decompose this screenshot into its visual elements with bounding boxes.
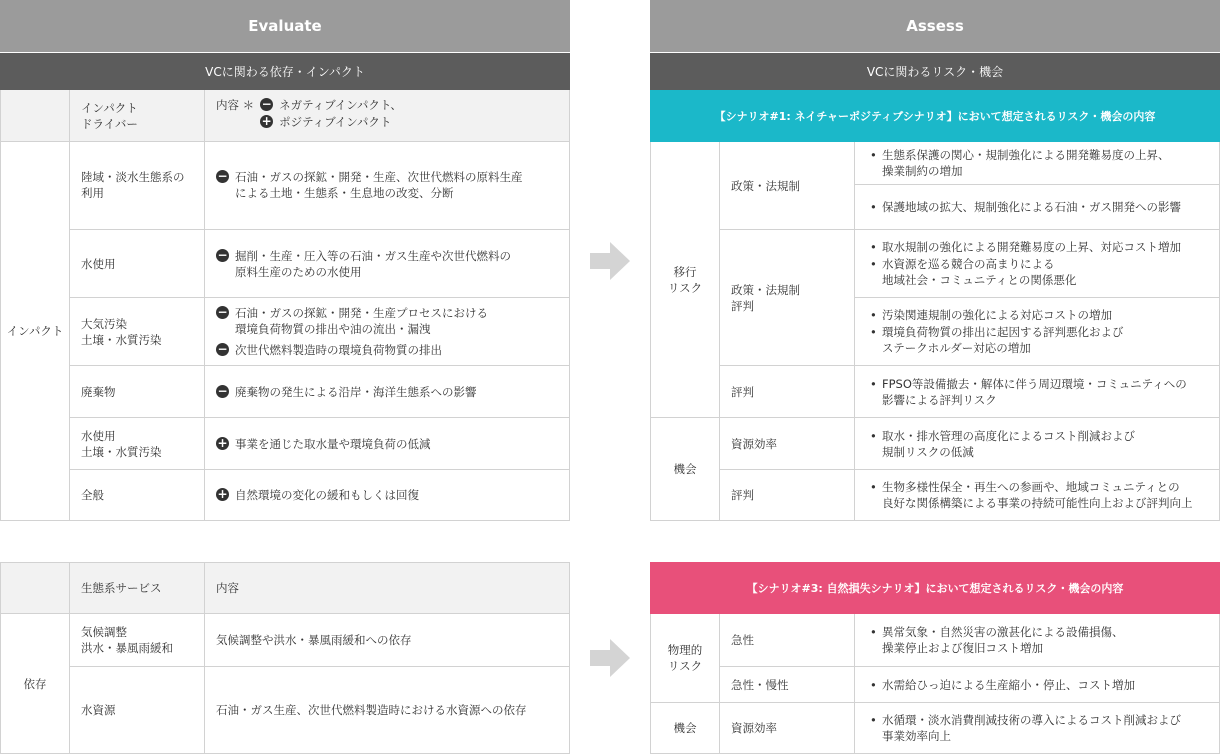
risk-detail-cell bbox=[855, 418, 1220, 470]
impact-content-cell bbox=[205, 230, 570, 298]
risk-subcategory-cell: 資源効率 bbox=[720, 703, 855, 754]
impact-items bbox=[216, 248, 511, 280]
risk-detail-list bbox=[866, 376, 1187, 408]
risk-subcategory-cell: 政策・法規制 bbox=[720, 142, 855, 230]
risk-detail-item: • 取水規制の強化による開発難易度の上昇、対応コスト増加 bbox=[866, 239, 1181, 255]
impact-legend bbox=[260, 97, 402, 130]
risk-detail-list bbox=[866, 428, 1135, 460]
risk-detail-list bbox=[866, 307, 1124, 356]
impact-content-header bbox=[205, 90, 570, 142]
risk-detail-item: • 環境負荷物質の排出に起因する評判悪化および ステークホルダー対応の増加 bbox=[866, 324, 1124, 356]
risk-category-cell: 移行 リスク bbox=[650, 142, 720, 418]
risk-detail-item: • 生態系保護の関心・規制強化による開発難易度の上昇、 操業制約の増加 bbox=[866, 147, 1170, 179]
impact-items bbox=[216, 436, 431, 452]
impact-driver-cell: 水使用 bbox=[70, 230, 205, 298]
legend-item bbox=[260, 114, 402, 130]
risk-category-cell: 機会 bbox=[650, 418, 720, 521]
dependency-group-label: 依存 bbox=[0, 614, 70, 754]
content-label: 内容 ＊ bbox=[216, 98, 255, 112]
dependency-content-cell: 気候調整や洪水・暴風雨緩和への依存 bbox=[205, 614, 570, 667]
risk-category-cell: 物理的 リスク bbox=[650, 614, 720, 703]
minus-circle-icon: − bbox=[217, 305, 228, 319]
impact-item bbox=[216, 342, 488, 358]
risk-detail-item: • 水資源を巡る競合の高まりによる 地域社会・コミュニティとの関係悪化 bbox=[866, 256, 1181, 288]
impact-items bbox=[216, 487, 419, 503]
risk-detail-cell bbox=[855, 614, 1220, 667]
impact-items bbox=[216, 169, 523, 201]
impact-content-cell bbox=[205, 142, 570, 230]
risk-subcategory-cell: 評判 bbox=[720, 470, 855, 521]
impact-item-text: 石油・ガスの探鉱・開発・生産、次世代燃料の原料生産 による土地・生態系・生息地の改変、分断 bbox=[235, 170, 523, 200]
risk-detail-item: • 取水・排水管理の高度化によるコスト削減および 規制リスクの低減 bbox=[866, 428, 1135, 460]
impact-driver-cell: 全般 bbox=[70, 470, 205, 521]
risk-detail-cell bbox=[855, 230, 1220, 298]
impact-content-cell bbox=[205, 470, 570, 521]
minus-circle-icon: − bbox=[261, 97, 272, 111]
risk-detail-list bbox=[866, 199, 1181, 215]
impact-item bbox=[216, 305, 488, 337]
impact-content-cell bbox=[205, 418, 570, 470]
dependency-header-corner bbox=[0, 562, 70, 614]
impact-driver-cell: 水使用 土壌・水質汚染 bbox=[70, 418, 205, 470]
impact-driver-cell: 陸域・淡水生態系の 利用 bbox=[70, 142, 205, 230]
impact-item-text: 次世代燃料製造時の環境負荷物質の排出 bbox=[235, 343, 442, 357]
risk-detail-list bbox=[866, 712, 1181, 744]
impact-driver-cell: 大気汚染 土壌・水質汚染 bbox=[70, 298, 205, 366]
risk-subcategory-cell: 急性・慢性 bbox=[720, 667, 855, 703]
risk-detail-cell bbox=[855, 667, 1220, 703]
plus-circle-icon: + bbox=[217, 487, 228, 501]
evaluate-subtitle: VCに関わる依存・インパクト bbox=[0, 53, 570, 90]
risk-detail-cell bbox=[855, 142, 1220, 185]
risk-detail-list bbox=[866, 147, 1170, 179]
risk-detail-list bbox=[866, 479, 1193, 511]
right-arrow-icon bbox=[590, 242, 630, 280]
risk-detail-item: • 生物多様性保全・再生への参画や、地域コミュニティとの 良好な関係構築による事業の持続可能性向上および評判向上 bbox=[866, 479, 1193, 511]
impact-driver-cell: 廃棄物 bbox=[70, 366, 205, 418]
impact-item-text: 掘削・生産・圧入等の石油・ガス生産や次世代燃料の 原料生産のための水使用 bbox=[235, 248, 511, 279]
impact-item bbox=[216, 436, 431, 452]
impact-item-text: 事業を通じた取水量や環境負荷の低減 bbox=[235, 436, 431, 451]
plus-circle-icon: + bbox=[261, 114, 272, 128]
impact-items bbox=[216, 305, 488, 358]
impact-item-text: 廃棄物の発生による沿岸・海洋生態系への影響 bbox=[235, 384, 477, 399]
assess-subtitle: VCに関わるリスク・機会 bbox=[650, 53, 1220, 90]
dependency-service-cell: 気候調整 洪水・暴風雨緩和 bbox=[70, 614, 205, 667]
impact-item bbox=[216, 248, 511, 280]
minus-circle-icon: − bbox=[217, 247, 228, 262]
dependency-content-cell: 石油・ガス生産、次世代燃料製造時における水資源への依存 bbox=[205, 667, 570, 754]
risk-detail-item: • FPSO等設備撤去・解体に伴う周辺環境・コミュニティへの 影響による評判リスク bbox=[866, 376, 1187, 408]
impact-content-cell bbox=[205, 298, 570, 366]
risk-detail-list bbox=[866, 624, 1124, 656]
risk-detail-cell bbox=[855, 185, 1220, 230]
evaluate-title: Evaluate bbox=[0, 0, 570, 52]
risk-detail-item: • 保護地域の拡大、規制強化による石油・ガス開発への影響 bbox=[866, 199, 1181, 215]
legend-text: ネガティブインパクト、 bbox=[279, 98, 402, 112]
impact-item bbox=[216, 487, 419, 503]
risk-detail-item: • 水循環・淡水消費削減技術の導入によるコスト削減および 事業効率向上 bbox=[866, 712, 1181, 744]
risk-detail-cell bbox=[855, 470, 1220, 521]
legend-item bbox=[260, 97, 402, 113]
scenario1-banner: 【シナリオ#1: ネイチャーポジティブシナリオ】において想定されるリスク・機会の内容 bbox=[650, 90, 1220, 142]
impact-header-corner bbox=[0, 90, 70, 142]
risk-detail-list bbox=[866, 677, 1135, 693]
impact-item bbox=[216, 169, 523, 201]
risk-detail-cell bbox=[855, 366, 1220, 418]
legend-text: ポジティブインパクト bbox=[279, 115, 392, 129]
plus-circle-icon: + bbox=[217, 435, 228, 450]
risk-subcategory-cell: 政策・法規制 評判 bbox=[720, 230, 855, 366]
risk-detail-cell bbox=[855, 298, 1220, 366]
risk-detail-list bbox=[866, 239, 1181, 288]
assess-title: Assess bbox=[650, 0, 1220, 52]
impact-items bbox=[216, 384, 477, 400]
scenario3-banner: 【シナリオ#3: 自然損失シナリオ】において想定されるリスク・機会の内容 bbox=[650, 562, 1220, 614]
impact-driver-header: インパクト ドライバー bbox=[70, 90, 205, 142]
risk-detail-item: • 異常気象・自然災害の激甚化による設備損傷、 操業停止および復旧コスト増加 bbox=[866, 624, 1124, 656]
impact-content-cell bbox=[205, 366, 570, 418]
impact-item-text: 自然環境の変化の緩和もしくは回復 bbox=[235, 488, 419, 502]
minus-circle-icon: − bbox=[217, 169, 228, 183]
impact-group-label: インパクト bbox=[0, 142, 70, 521]
dependency-service-cell: 水資源 bbox=[70, 667, 205, 754]
right-arrow-icon bbox=[590, 639, 630, 677]
minus-circle-icon: − bbox=[217, 383, 228, 398]
dependency-service-header: 生態系サービス bbox=[70, 562, 205, 614]
risk-subcategory-cell: 急性 bbox=[720, 614, 855, 667]
impact-item bbox=[216, 384, 477, 400]
risk-subcategory-cell: 評判 bbox=[720, 366, 855, 418]
minus-circle-icon: − bbox=[217, 342, 228, 356]
risk-detail-cell bbox=[855, 703, 1220, 754]
impact-item-text: 石油・ガスの探鉱・開発・生産プロセスにおける 環境負荷物質の排出や油の流出・漏洩 bbox=[235, 306, 488, 336]
risk-category-cell: 機会 bbox=[650, 703, 720, 754]
risk-detail-item: • 水需給ひっ迫による生産縮小・停止、コスト増加 bbox=[866, 677, 1135, 693]
risk-detail-item: • 汚染関連規制の強化による対応コストの増加 bbox=[866, 307, 1124, 323]
dependency-content-header: 内容 bbox=[205, 562, 570, 614]
risk-subcategory-cell: 資源効率 bbox=[720, 418, 855, 470]
